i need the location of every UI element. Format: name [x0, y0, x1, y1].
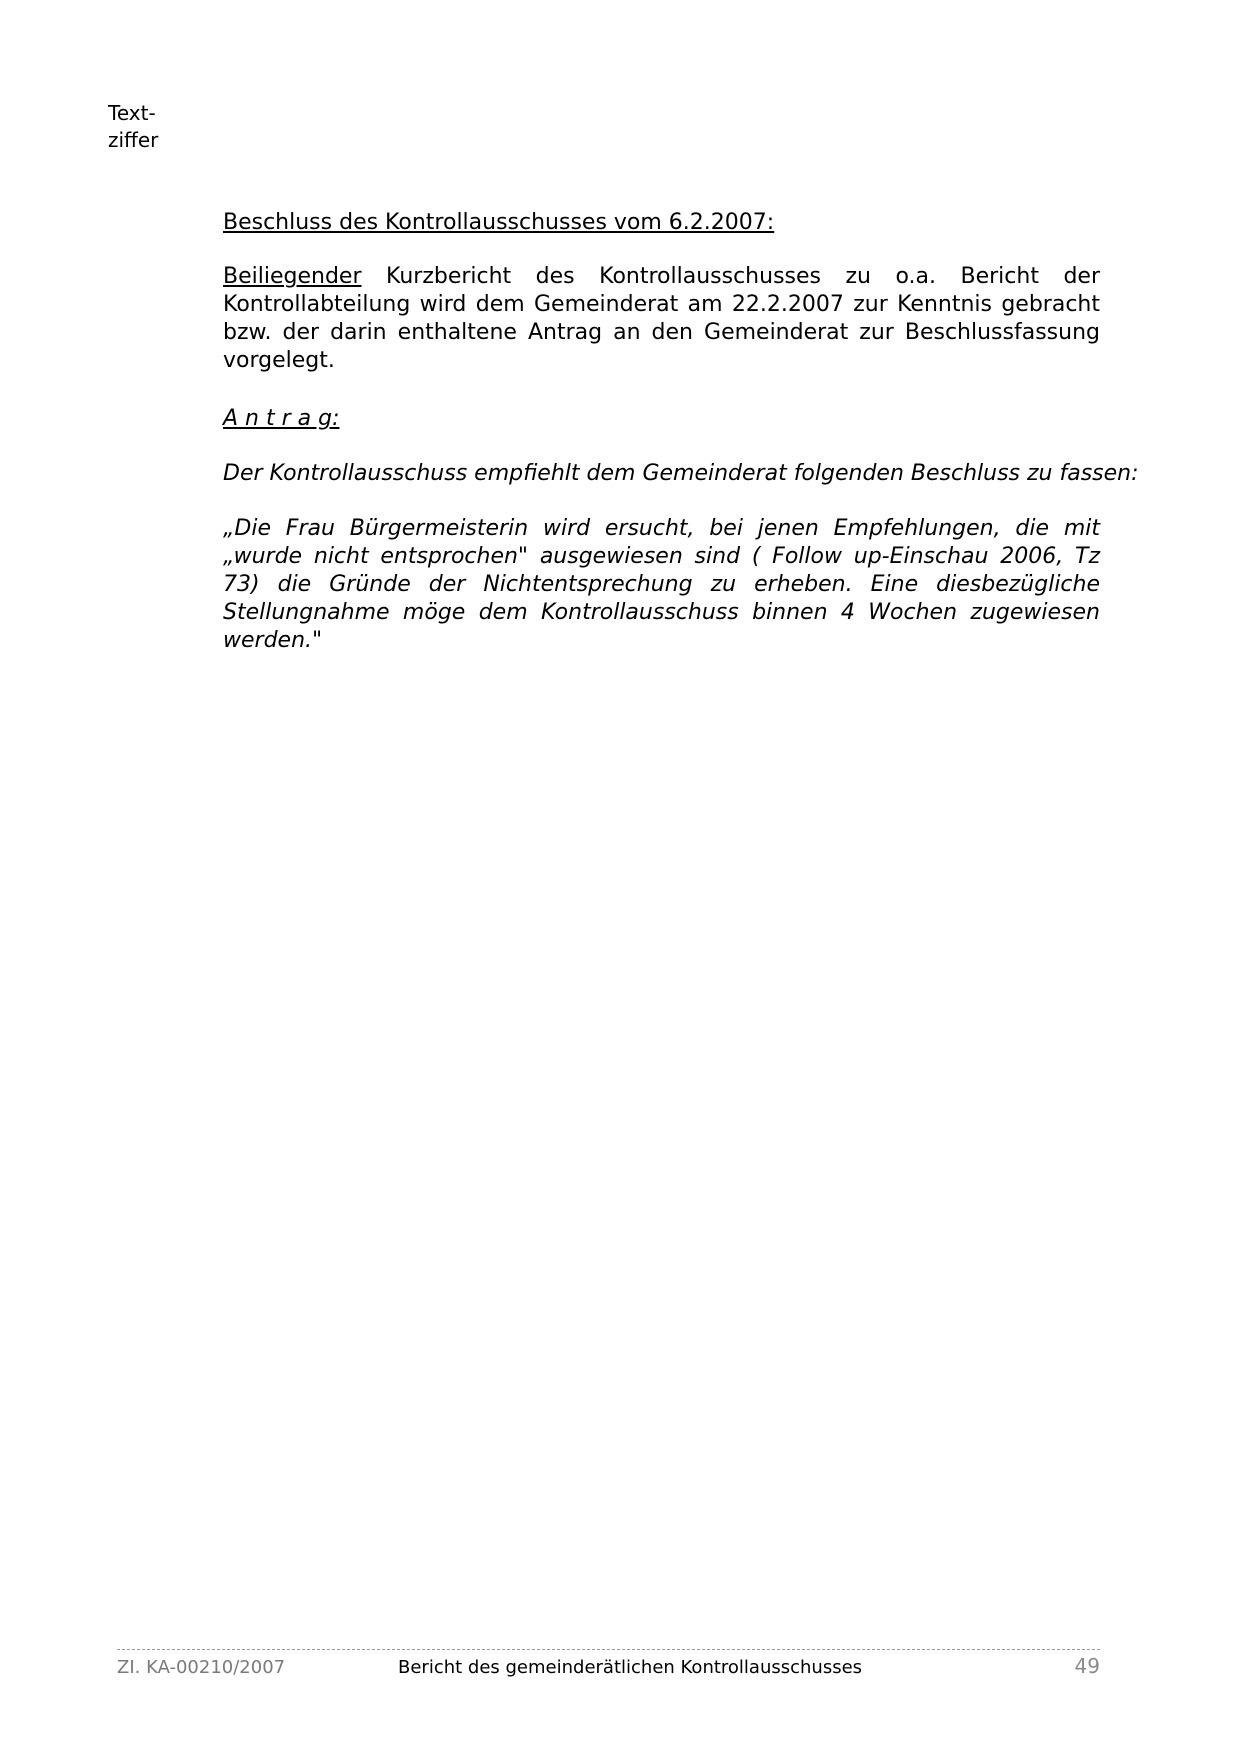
margin-label: [108, 100, 158, 154]
page-number: 49: [1074, 1654, 1100, 1678]
recommendation-text: Der Kontrollausschuss empfiehlt dem Gemeinderat folgenden Beschluss zu fassen:: [223, 461, 1139, 486]
resolution-quote: „Die Frau Bürgermeisterin wird ersucht, bei jenen Empfehlungen, die mit „wurde nicht entsprochen" ausgewiesen sind ( Follow up-Einschau 2006, Tz 73) die Gründe der Nichtentsprechung zu erheben. Eine diesbezügliche Stellungnahme möge dem Kontrollausschuss binnen 4 Wochen zugewiesen werden.": [223, 516, 1100, 653]
footer-reference: ZI. KA-00210/2007: [117, 1657, 286, 1678]
footer-divider: [117, 1649, 1100, 1650]
margin-label-line1: Text-: [108, 101, 156, 125]
margin-label-line2: ziffer: [108, 128, 159, 152]
section-heading: Beschluss des Kontrollausschusses vom 6.2.2007:: [223, 210, 775, 235]
section-paragraph: [223, 263, 1100, 375]
paragraph-text: Kurzbericht des Kontrollausschusses zu o.a. Bericht der Kontrollabteilung wird dem Gemeinderat am 22.2.2007 zur Kenntnis gebracht bzw. der darin enthaltene Antrag an den Gemeinderat zur Beschlussfassung vorgelegt.: [223, 264, 1100, 373]
antrag-label: A n t r a g:: [223, 406, 340, 431]
footer-title: Bericht des gemeinderätlichen Kontrollausschusses: [398, 1657, 863, 1678]
paragraph-lead-word: Beiliegender: [223, 264, 362, 289]
